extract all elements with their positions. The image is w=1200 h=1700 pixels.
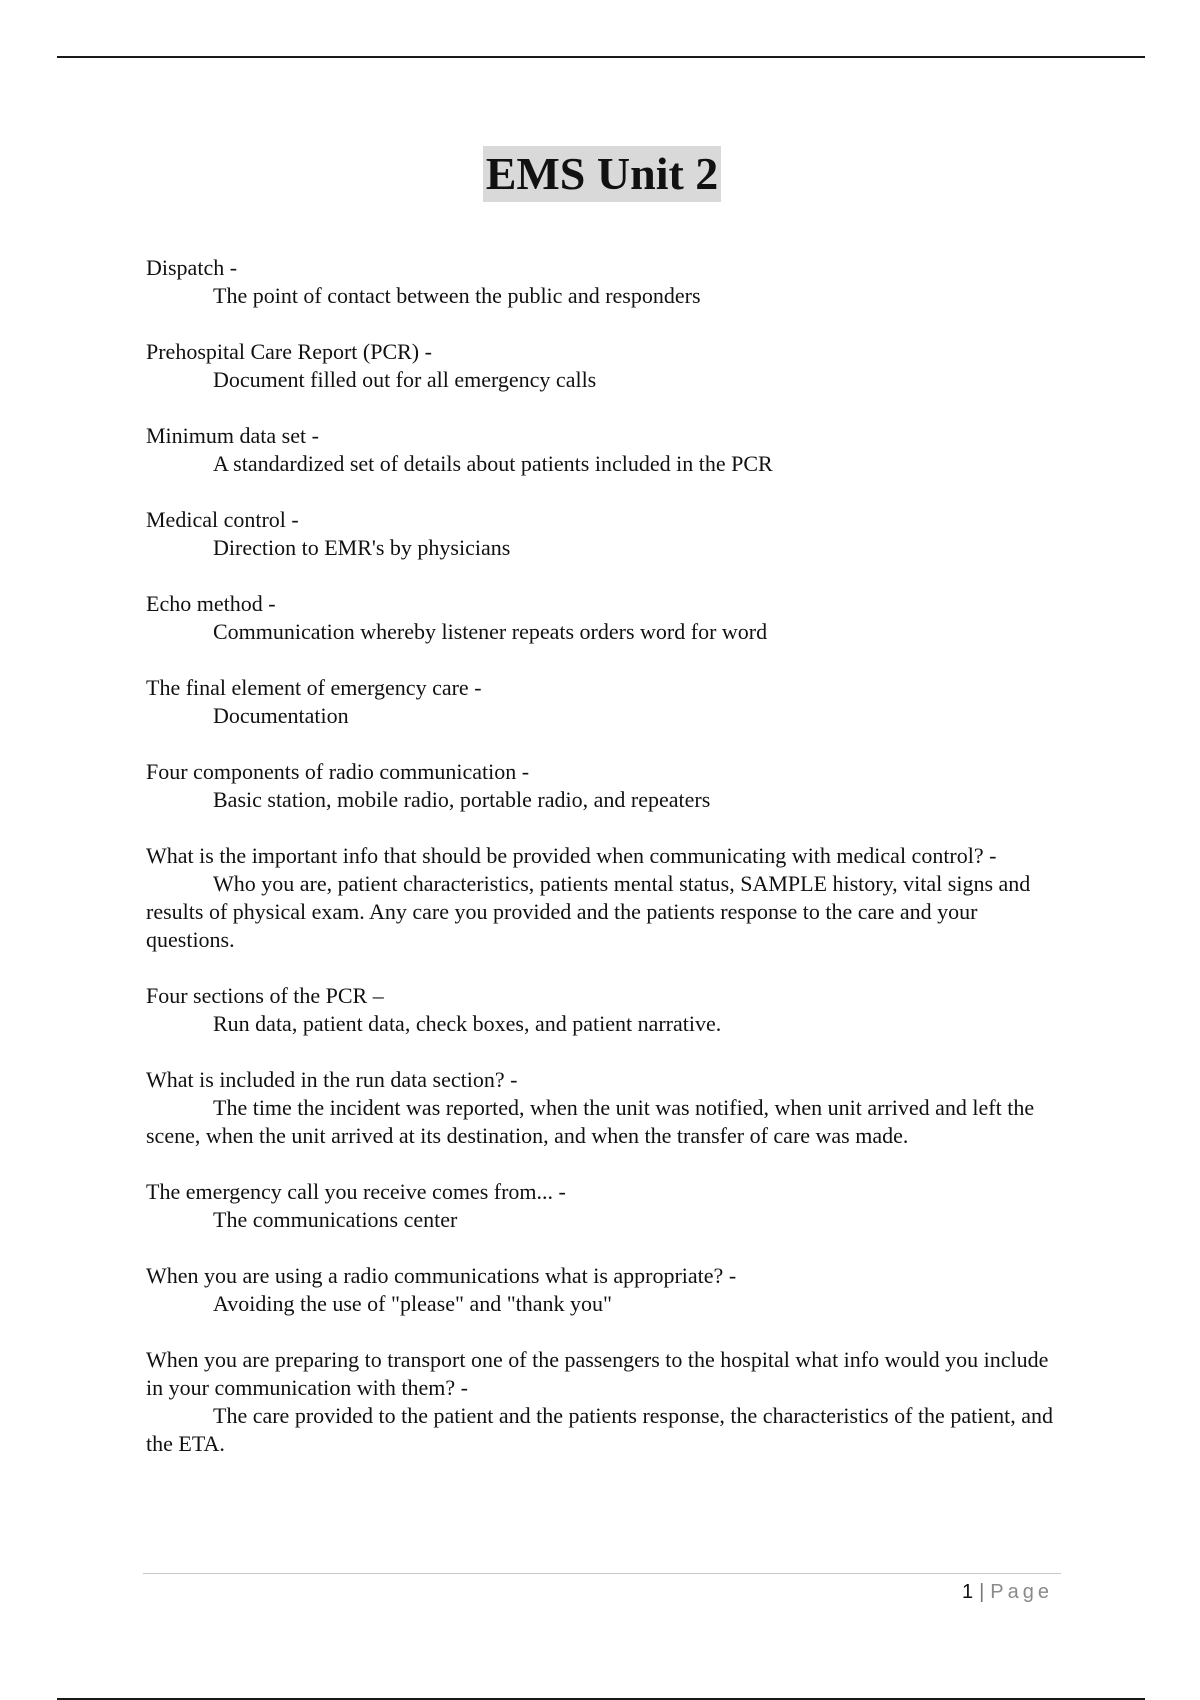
top-rule: [57, 56, 1145, 58]
entry-transport-communication: [146, 1346, 1056, 1458]
page-separator: |: [979, 1581, 986, 1603]
entry-term: What is included in the run data section? -: [146, 1067, 518, 1092]
entry-emergency-call-source: [146, 1178, 1056, 1234]
entry-radio-etiquette: [146, 1262, 1056, 1318]
flashcard-list: [146, 254, 1056, 1486]
entry-term: The emergency call you receive comes from... -: [146, 1179, 566, 1204]
entry-term: Four components of radio communication -: [146, 759, 530, 784]
entry-definition: Direction to EMR's by physicians: [213, 535, 511, 560]
entry-definition: The communications center: [213, 1207, 458, 1232]
document-title: EMS Unit 2: [483, 146, 722, 202]
page-number: 1: [961, 1581, 975, 1603]
entry-term: Echo method -: [146, 591, 276, 616]
title-container: [0, 146, 1200, 202]
entry-pcr-sections: [146, 982, 1056, 1038]
entry-echo-method: [146, 590, 1056, 646]
entry-definition: A standardized set of details about patients included in the PCR: [213, 451, 773, 476]
entry-term: When you are using a radio communications what is appropriate? -: [146, 1263, 737, 1288]
entry-medical-control-info: [146, 842, 1056, 954]
entry-radio-components: [146, 758, 1056, 814]
footer-rule: [143, 1573, 1061, 1574]
entry-term: Dispatch -: [146, 255, 238, 280]
entry-definition: The point of contact between the public and responders: [213, 283, 701, 308]
page-footer: [962, 1578, 1053, 1606]
entry-definition: Basic station, mobile radio, portable radio, and repeaters: [213, 787, 711, 812]
entry-term: Prehospital Care Report (PCR) -: [146, 339, 432, 364]
entry-definition: Documentation: [213, 703, 349, 728]
entry-definition: Run data, patient data, check boxes, and patient narrative.: [213, 1011, 722, 1036]
entry-term: Minimum data set -: [146, 423, 319, 448]
entry-definition: The time the incident was reported, when the unit was notified, when unit arrived and left the scene, when the unit arrived at its destination, and when the transfer of care was made.: [146, 1095, 1035, 1148]
entry-term: Four sections of the PCR –: [146, 983, 384, 1008]
entry-minimum-data-set: [146, 422, 1056, 478]
page-label: Page: [990, 1581, 1053, 1603]
entry-term: Medical control -: [146, 507, 299, 532]
entry-term: The final element of emergency care -: [146, 675, 482, 700]
entry-definition: Who you are, patient characteristics, patients mental status, SAMPLE history, vital signs and results of physical exam. Any care you provided and the patients response to the care and your questions.: [146, 871, 1031, 952]
entry-definition: Communication whereby listener repeats orders word for word: [213, 619, 768, 644]
entry-medical-control: [146, 506, 1056, 562]
entry-definition: The care provided to the patient and the patients response, the characteristics of the patient, and the ETA.: [146, 1403, 1053, 1456]
entry-dispatch: [146, 254, 1056, 310]
entry-final-element: [146, 674, 1056, 730]
entry-term: When you are preparing to transport one of the passengers to the hospital what info would you include in your communication with them? -: [146, 1347, 1049, 1400]
entry-definition: Avoiding the use of "please" and "thank you": [213, 1291, 613, 1316]
entry-run-data: [146, 1066, 1056, 1150]
entry-term: What is the important info that should be provided when communicating with medical control? -: [146, 843, 997, 868]
entry-pcr: [146, 338, 1056, 394]
entry-definition: Document filled out for all emergency calls: [213, 367, 597, 392]
